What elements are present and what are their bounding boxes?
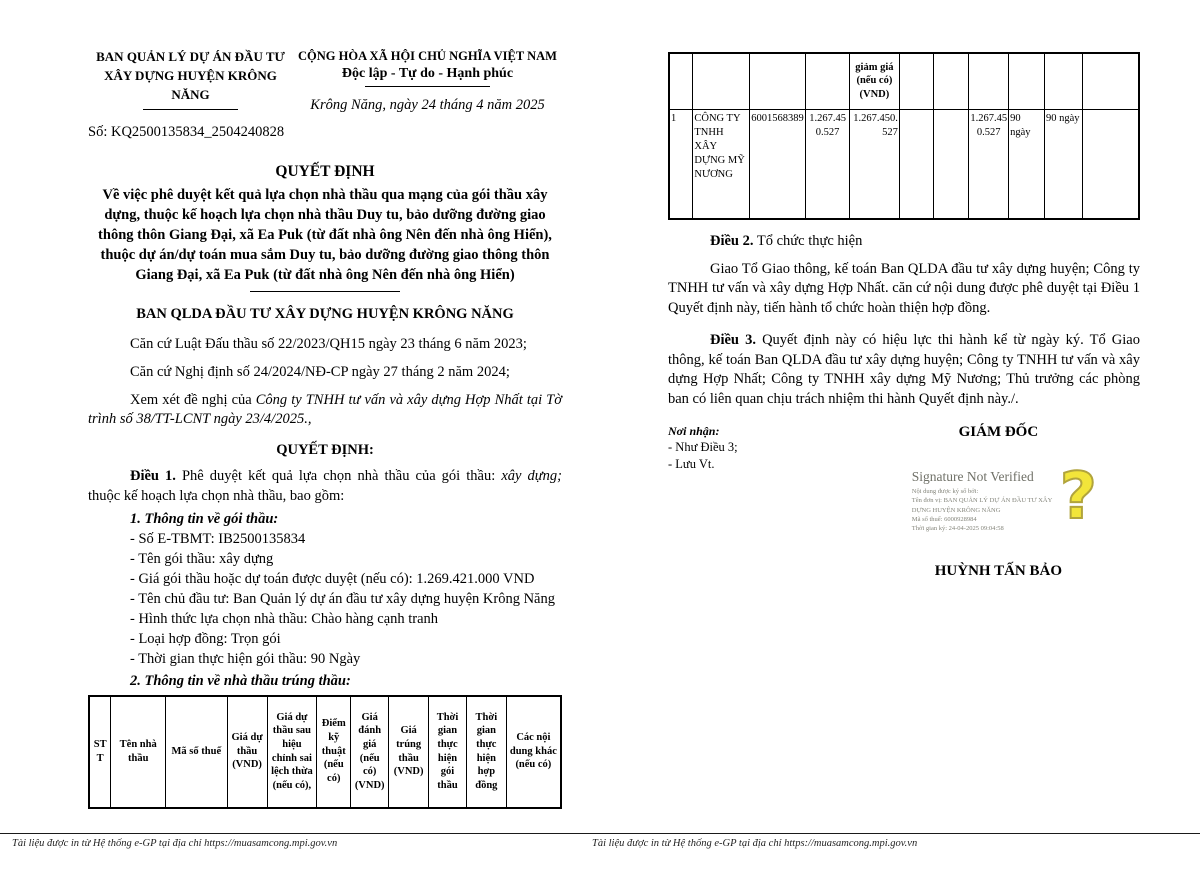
- recipient-item-2: - Lưu Vt.: [668, 457, 715, 472]
- recipients-label: Nơi nhận:: [668, 423, 720, 438]
- col-header-winning-price: Giá trúng thầu (VND): [389, 696, 429, 808]
- package-info-investor: - Tên chủ đầu tư: Ban Quản lý dự án đầu tư xây dựng huyện Krông Năng: [130, 590, 555, 607]
- row-evaluated-price: [933, 109, 969, 219]
- digital-signature-stamp: [911, 459, 1140, 557]
- article-2-label: Điều 2.: [710, 233, 754, 249]
- consideration-prefix: Xem xét đề nghị của: [130, 391, 256, 408]
- col-header-contractor-name: Tên nhà thầu: [111, 696, 166, 808]
- page1-header: [88, 48, 562, 114]
- row-bid-price: 1.267.450.527: [806, 109, 850, 219]
- row-technical-score: [899, 109, 933, 219]
- winning-bidder-table-headers: [88, 695, 562, 809]
- document-subtitle: Về việc phê duyệt kết quả lựa chọn nhà thầu qua mạng của gói thầu xây dựng, thuộc kế hoạch lựa chọn nhà thầu Duy tu, bảo dưỡng đường giao thông thôn Giang Đại, xã Ea Puk (từ đất nhà ông Nên đến nhà ông Hiển), thuộc dự án/dự toán mua sắm Duy tu, bảo dưỡng đường giao thông thôn Giang Đại, xã Ea Puk (từ đất nhà ông Nên đến nhà ông Hiển): [98, 187, 552, 284]
- row-tax-code: 6001568389: [750, 109, 806, 219]
- col-header-contract-duration: Thời gian thực hiện hợp đồng: [466, 696, 506, 808]
- consideration-paragraph: [88, 391, 562, 430]
- article-2-title: Tổ chức thực hiện: [753, 233, 863, 249]
- article-1-continuation: thuộc kế hoạch lựa chọn nhà thầu, bao gồm:: [88, 487, 345, 504]
- cont-header-winning-price: [969, 53, 1009, 109]
- package-info-etbmt: - Số E-TBMT: IB2500135834: [130, 530, 306, 547]
- country-name: CỘNG HÒA XÃ HỘI CHỦ NGHĨA VIỆT NAM: [298, 49, 557, 63]
- subtitle-underline: [250, 291, 400, 292]
- article-3: [668, 331, 1140, 410]
- place-and-date: Krông Năng, ngày 24 tháng 4 năm 2025: [310, 97, 545, 114]
- footer-divider: [0, 833, 1200, 834]
- row-contract-duration: 90 ngày: [1044, 109, 1082, 219]
- article-1: [88, 467, 562, 506]
- legal-basis-1: Căn cứ Luật Đấu thầu số 22/2023/QH15 ngày 23 tháng 6 năm 2023;: [130, 336, 527, 353]
- col-header-bid-price: Giá dự thầu (VND): [227, 696, 267, 808]
- document-title: QUYẾT ĐỊNH: [275, 163, 375, 181]
- signature-detail-line5: Thời gian ký: 24-04-2025 09:04:58: [911, 525, 1004, 533]
- col-header-evaluated-price: Giá đánh giá (nếu có) (VND): [351, 696, 389, 808]
- cont-header-evaluated-price: [933, 53, 969, 109]
- package-info-price: - Giá gói thầu hoặc dự toán được duyệt (nếu có): 1.269.421.000 VND: [130, 570, 535, 587]
- deciding-authority: BAN QLDA ĐẦU TƯ XÂY DỰNG HUYỆN KRÔNG NĂNG: [136, 306, 514, 323]
- row-stt: 1: [669, 109, 693, 219]
- section-1-heading: 1. Thông tin về gói thầu:: [130, 510, 279, 527]
- signature-details: [912, 487, 1140, 534]
- legal-basis-2: Căn cứ Nghị định số 24/2024/NĐ-CP ngày 27 tháng 2 năm 2024;: [130, 363, 510, 380]
- signature-detail-line3: DỰNG HUYỆN KRÔNG NĂNG: [911, 506, 1001, 514]
- national-header-block: [293, 48, 562, 114]
- document-page-1: [0, 0, 580, 830]
- winning-bidder-table-continuation: [668, 52, 1140, 220]
- row-contractor-name: CÔNG TY TNHH XÂY DỰNG MỸ NƯƠNG: [693, 109, 750, 219]
- section-2-heading: 2. Thông tin về nhà thầu trúng thầu:: [130, 672, 351, 689]
- cont-header-tax-code: [750, 53, 806, 109]
- recipients-block: [668, 424, 857, 580]
- issuing-org-name: BAN QUẢN LÝ DỰ ÁN ĐẦU TƯ XÂY DỰNG HUYỆN KRÔNG NĂNG: [96, 49, 285, 102]
- footer-text-page2: Tài liệu được in từ Hệ thống e-GP tại địa chỉ https://muasamcong.mpi.gov.vn: [592, 838, 918, 849]
- cont-header-contractor-name: [693, 53, 750, 109]
- signature-detail-line1: Nội dung được ký số bởi:: [911, 487, 979, 495]
- col-header-technical-score: Điểm kỹ thuật (nếu có): [317, 696, 351, 808]
- article-3-label: Điều 3.: [710, 331, 756, 348]
- col-header-tax-code: Mã số thuế: [166, 696, 228, 808]
- article-2-body: Giao Tổ Giao thông, kế toán Ban QLDA đầu tư xây dựng huyện; Công ty TNHH tư vấn và xây dựng Hợp Nhất. căn cứ nội dung được phê duyệt tại Điều 1 Quyết định này, tiến hành tổ chức hoàn thiện hợp đồng.: [668, 260, 1140, 317]
- reference-number: Số: KQ2500135834_2504240828: [88, 124, 285, 141]
- consideration-company: Công ty TNHH tư vấn và xây dựng Hợp Nhất tại Tờ trình số 38/TT-LCNT ngày 23/4/2025.,: [88, 391, 562, 428]
- national-motto: Độc lập - Tự do - Hạnh phúc: [341, 66, 514, 82]
- article-3-body: Quyết định này có hiệu lực thi hành kể từ ngày ký. Tổ Giao thông, kế toán Ban QLDA đầu tư xây dựng huyện; Công ty TNHH tư vấn và xây dựng Hợp Nhất; Công ty TNHH xây dựng Mỹ Nương; Thủ trưởng các phòng ban có liên quan chịu trách nhiệm thi hành Quyết định này./.: [668, 331, 1140, 408]
- signer-position: GIÁM ĐỐC: [958, 423, 1039, 440]
- signer-name: HUỲNH TẤN BẢO: [934, 562, 1063, 579]
- row-other-content: [1082, 109, 1139, 219]
- cont-header-other-content: [1082, 53, 1139, 109]
- row-winning-price: 1.267.450.527: [969, 109, 1009, 219]
- col-header-stt: STT: [89, 696, 111, 808]
- signature-detail-line2: Tên đơn vị: BAN QUẢN LÝ DỰ ÁN ĐẦU TƯ XÂY: [911, 497, 1053, 505]
- article-1-package-name: xây dựng;: [501, 468, 562, 485]
- row-package-duration: 90 ngày: [1009, 109, 1045, 219]
- article-2: [668, 232, 1140, 252]
- package-info-duration: - Thời gian thực hiện gói thầu: 90 Ngày: [130, 650, 361, 667]
- col-header-other-content: Các nội dung khác (nếu có): [506, 696, 561, 808]
- cont-header-technical-score: [899, 53, 933, 109]
- cont-header-discount: giảm giá (nếu có) (VND): [849, 53, 899, 109]
- col-header-adjusted-price: Giá dự thầu sau hiệu chỉnh sai lệch thừa (nếu có),: [267, 696, 317, 808]
- signature-status-text: Signature Not Verified: [911, 468, 1034, 484]
- package-info-method: - Hình thức lựa chọn nhà thầu: Chào hàng cạnh tranh: [130, 610, 439, 627]
- signature-question-mark-icon: ?: [1059, 459, 1097, 534]
- document-page-2: [580, 0, 1200, 830]
- signature-detail-line4: Mã số thuế: 6000928984: [911, 516, 977, 524]
- cont-header-contract-duration: [1044, 53, 1082, 109]
- package-info-contract-type: - Loại hợp đồng: Trọn gói: [130, 630, 281, 647]
- col-header-package-duration: Thời gian thực hiện gói thầu: [429, 696, 467, 808]
- footer-text-page1: Tài liệu được in từ Hệ thống e-GP tại địa chỉ https://muasamcong.mpi.gov.vn: [12, 838, 338, 849]
- article-1-label: Điều 1.: [130, 468, 176, 485]
- signature-section: [668, 424, 1140, 580]
- cont-header-bid-price: [806, 53, 850, 109]
- cont-header-stt: [669, 53, 693, 109]
- signer-block: [857, 424, 1140, 580]
- decides-heading: QUYẾT ĐỊNH:: [276, 442, 374, 459]
- motto-underline: [365, 86, 490, 87]
- org-underline: [143, 109, 238, 110]
- package-info-name: - Tên gói thầu: xây dựng: [130, 550, 274, 567]
- article-1-text: Phê duyệt kết quả lựa chọn nhà thầu của gói thầu:: [175, 468, 502, 485]
- row-adjusted-price: 1.267.450.527: [849, 109, 899, 219]
- cont-header-package-duration: [1009, 53, 1045, 109]
- recipient-item-1: - Như Điều 3;: [668, 439, 738, 454]
- issuing-org-block: [88, 48, 293, 114]
